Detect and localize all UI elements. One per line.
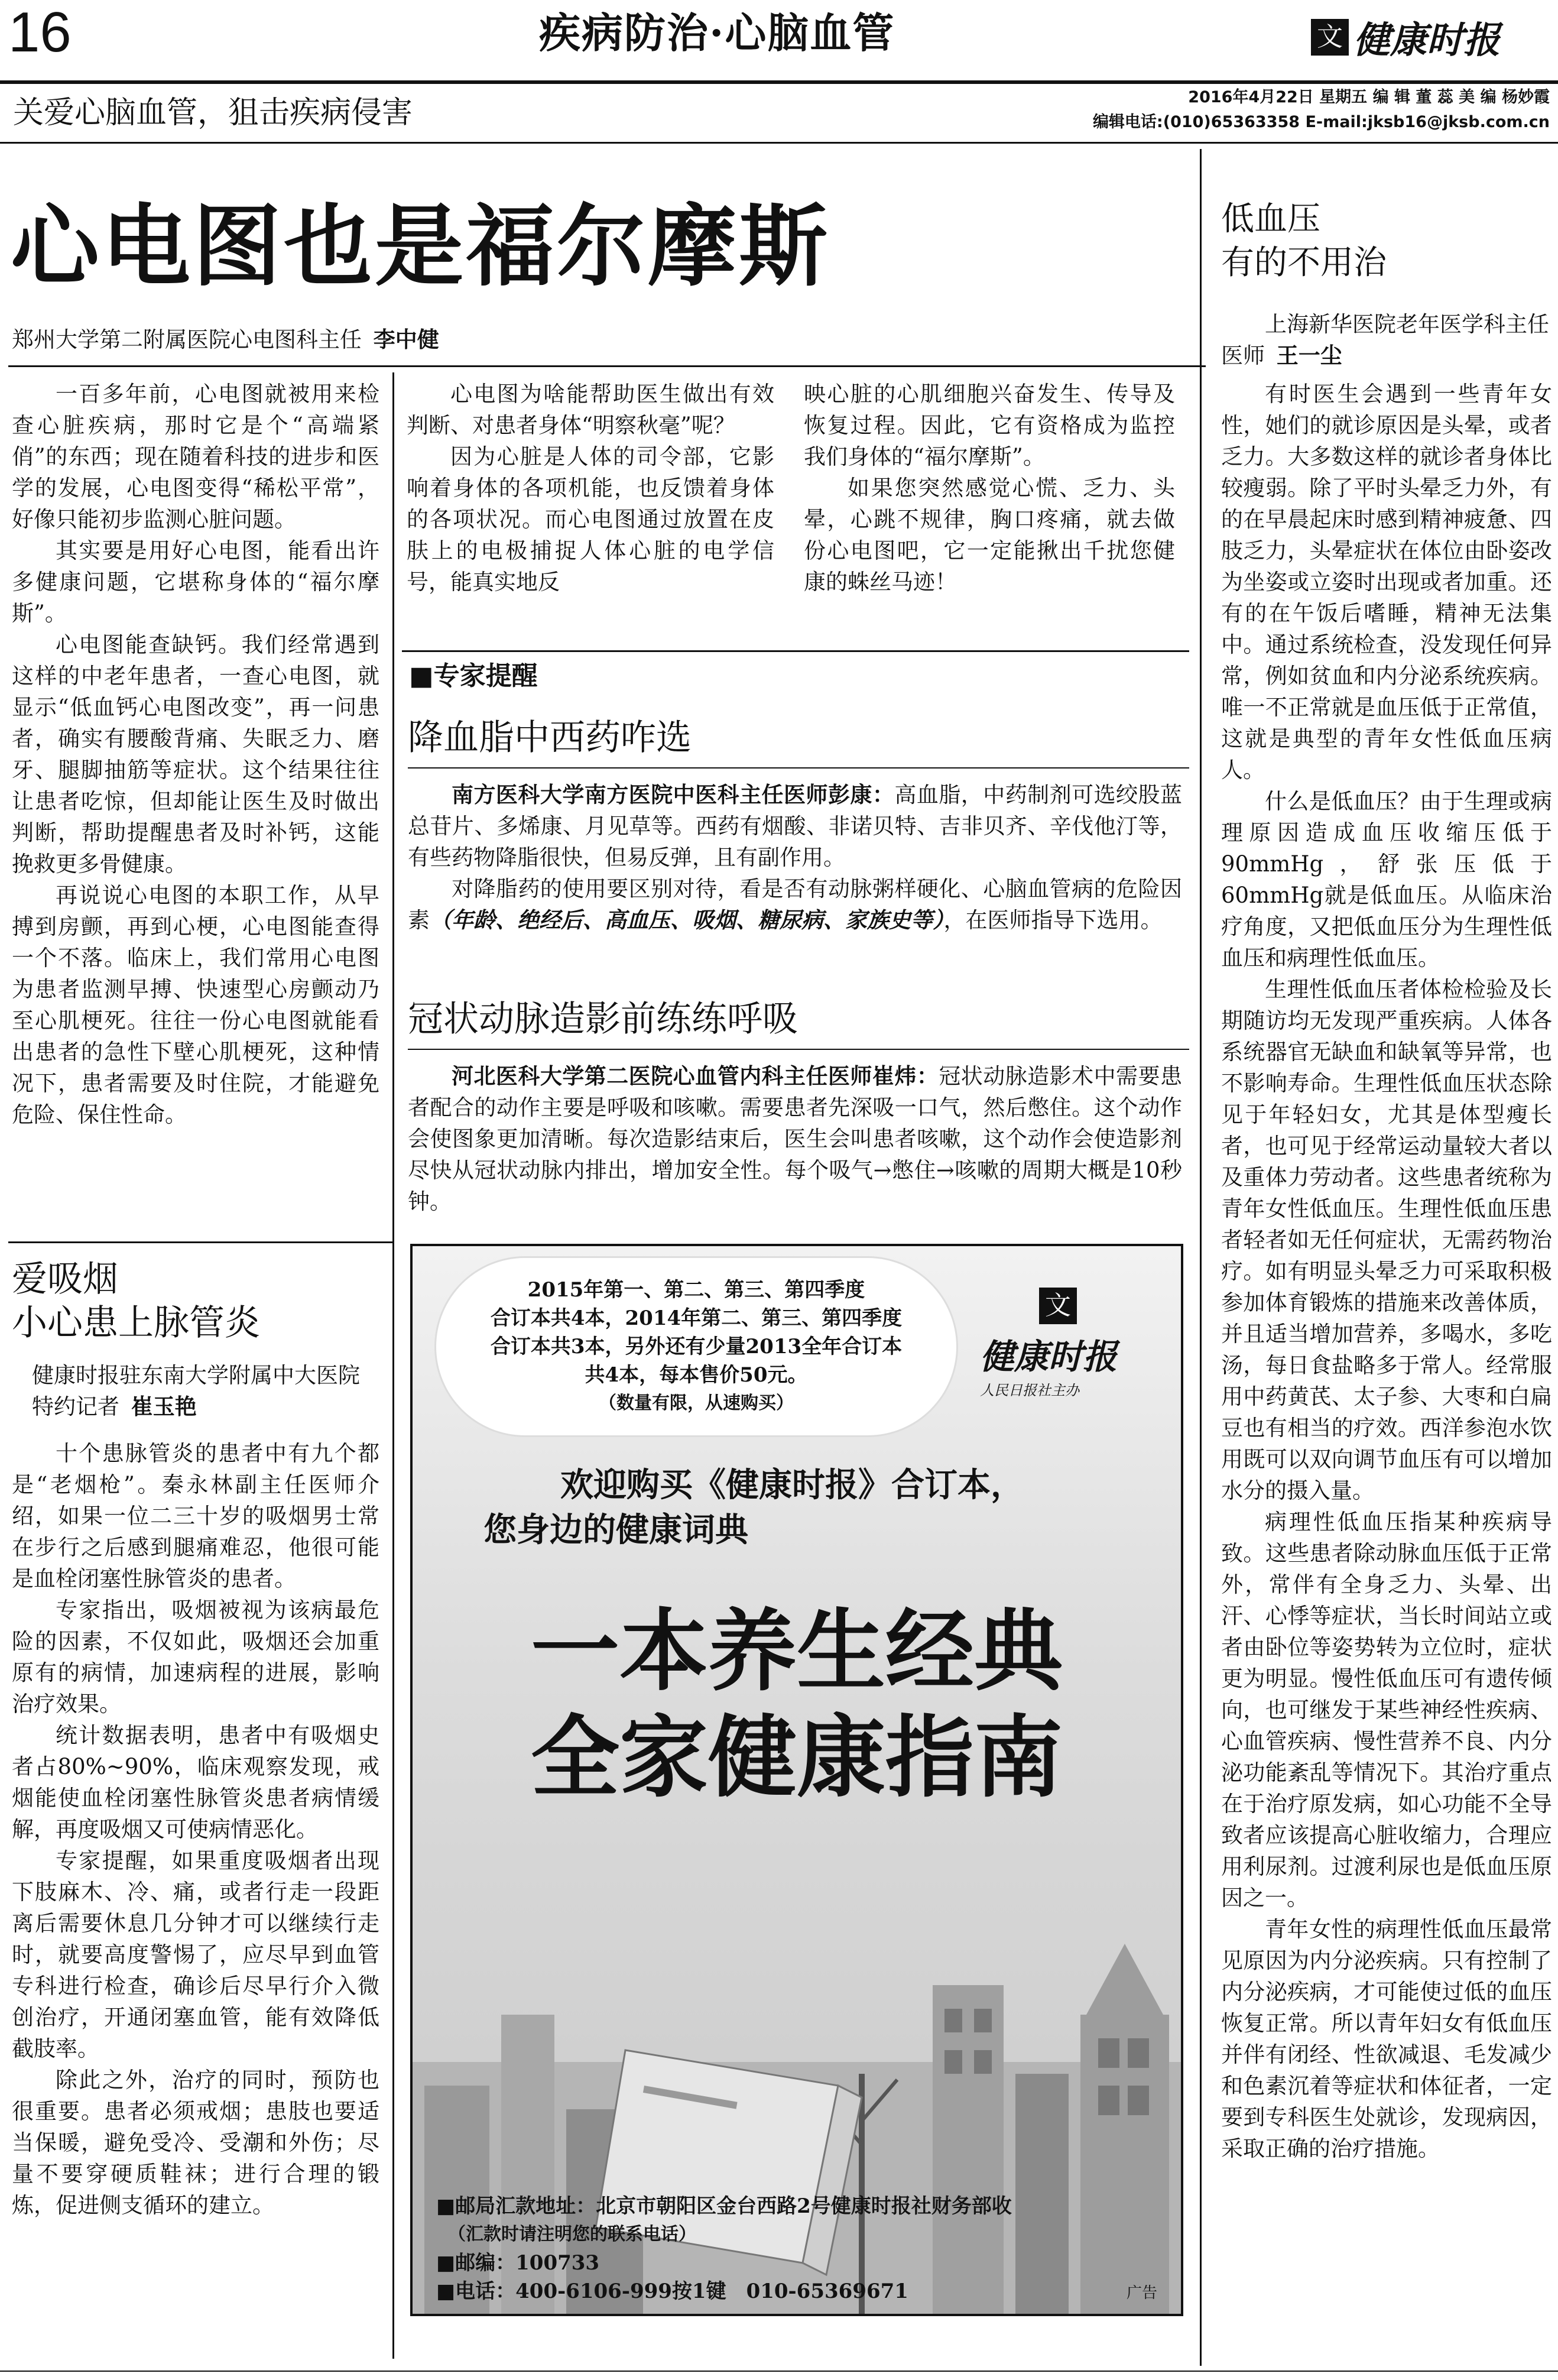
smoking-paragraph: 统计数据表明，患者中有吸烟史者占80%~90%，临床观察发现，戒烟能使血栓闭塞性脉管炎患者病情缓解，再度吸烟又可使病情恶化。 [12, 1723, 379, 1842]
expert-top-rule [402, 650, 1189, 652]
lead-column-1 [12, 378, 379, 1130]
ad-welcome-2: 您身边的健康词典 [483, 1511, 748, 1549]
hypotension-byline-name: 王一尘 [1276, 342, 1342, 368]
ad-big-slogan-2: 全家健康指南 [530, 1705, 1063, 1810]
lead-paragraph: 心电图能查缺钙。我们经常遇到这样的中老年患者，一查心电图，就显示“低血钙心电图改变”，再一问患者，确实有腰酸背痛、失眠乏力、磨牙、腿脚抽筋等症状。这个结果往往让患者吃惊，但却能让医生及时做出判断，帮助提醒患者及时补钙，这能挽救更多骨健康。 [12, 632, 379, 877]
hypotension-body [1221, 378, 1552, 2164]
expert-article-1-body [408, 779, 1182, 873]
expert-title-rule [408, 767, 1189, 769]
page-bottom-rule [0, 2371, 1558, 2372]
expert-article-1-text: ，在医师指导下选用。 [943, 907, 1163, 933]
section-title: 疾病防治·心脑血管 [539, 8, 895, 57]
ad-offer-line: 合订本共3本，另外还有少量2013全年合订本 [490, 1335, 903, 1358]
smoking-byline-org: 健康时报驻东南大学附属中大医院特约记者 [32, 1363, 360, 1419]
expert-article-1-byline: 南方医科大学南方医院中医科主任医师彭康： [452, 782, 895, 808]
smoking-paragraph: 十个患脉管炎的患者中有九个都是“老烟枪”。秦永林副主任医师介绍，如果一位二三十岁的吸烟男士常在步行之后感到腿痛难忍，他很可能是血栓闭塞性脉管炎的患者。 [12, 1441, 379, 1591]
hypotension-title-1: 低血压 [1221, 200, 1320, 238]
smoking-top-rule [8, 1241, 392, 1243]
lead-paragraph: 因为心脏是人体的司令部，它影响着身体的各项机能，也反馈着身体的各项状况。而心电图通过放置在皮肤上的电极捕捉人体心脏的电学信号，能真实地反 [407, 444, 774, 595]
ad-logo [980, 1288, 1157, 1399]
smoking-paragraph: 除此之外，治疗的同时，预防也很重要。患者必须戒烟；患肢也要适当保暖，避免受冷、受潮和外伤；尽量不要穿硬质鞋袜；进行合理的锻炼，促进侧支循环的建立。 [12, 2067, 379, 2218]
smoking-paragraph: 专家提醒，如果重度吸烟者出现下肢麻木、冷、痛，或者行走一段距离后需要休息几分钟才可以继续行走时，就要高度警惕了，应尽早到血管专科进行检查，确诊后尽早行介入微创治疗，开通闭塞血管，能有效降低截肢率。 [12, 1848, 379, 2061]
smoking-body [12, 1438, 379, 2221]
masthead-rule [0, 80, 1558, 84]
ad-offer-text [448, 1276, 944, 1418]
ad-offer-line: 共4本，每本售价50元。 [585, 1363, 808, 1387]
lead-column-3 [804, 378, 1175, 598]
expert-article-1-title: 降血脂中西药咋选 [408, 717, 692, 758]
ad-zip: ■邮编：100733 [436, 2251, 600, 2275]
ad-offer-line: 2015年第一、第二、第三、第四季度 [527, 1278, 865, 1302]
ad-tag: 广告 [1126, 2284, 1157, 2302]
column-divider [1200, 149, 1202, 2366]
slogan: 关爱心脑血管，狙击疾病侵害 [13, 95, 413, 131]
smoking-title-2: 小心患上脉管炎 [12, 1302, 260, 1344]
expert-article-2-title: 冠状动脉造影前练练呼吸 [408, 998, 798, 1040]
hypotension-byline [1221, 309, 1552, 371]
lead-column-2 [407, 378, 774, 598]
logo-text: 健康时报 [1353, 18, 1501, 61]
ad-logo-sub: 人民日报社主办 [980, 1382, 1079, 1399]
smoking-byline-name: 崔玉艳 [131, 1393, 197, 1419]
hypotension-byline-org: 上海新华医院老年医学科主任医师 [1221, 312, 1549, 368]
lead-paragraph: 如果您突然感觉心慌、乏力、头晕，心跳不规律，胸口疼痛，就去做份心电图吧，它一定能揪出千扰您健康的蛛丝马迹！ [804, 475, 1175, 595]
expert-title-rule [408, 1049, 1189, 1050]
lead-byline-name: 李中健 [373, 326, 439, 352]
expert-article-2-text: 冠状动脉造影术中需要患者配合的动作主要是呼吸和咳嗽。需要患者先深吸一口气，然后憋住。这个动作会使图象更加清晰。每次造影结束后，医生会叫患者咳嗽，这个动作会使造影剂尽快从冠状动脉内排出，增加安全性。每个吸气→憋住→咳嗽的周期大概是10秒钟。 [408, 1063, 1182, 1214]
masthead-bottom-rule [0, 142, 1558, 144]
ad-big-slogan-1: 一本养生经典 [530, 1599, 1063, 1703]
expert-article-1-text: 对降脂药的使用要区别对待，看是否有动脉粥样硬化、心脑血管病的危险因素 [408, 876, 1182, 933]
masthead-logo [1311, 11, 1500, 63]
lead-headline: 心电图也是福尔摩斯 [11, 194, 830, 299]
ad-offer-line: 合订本共4本，2014年第二、第三、第四季度 [490, 1306, 903, 1330]
lead-paragraph: 其实要是用好心电图，能看出许多健康问题，它堪称身体的“福尔摩斯”。 [12, 538, 379, 626]
ad-logo-text: 健康时报 [980, 1337, 1118, 1377]
hypotension-paragraph: 病理性低血压指某种疾病导致。这些患者除动脉血压低于正常外，常伴有全身乏力、头晕、出汗、心悸等症状，当长时间站立或者由卧位等姿势转为立位时，症状更为明显。慢性低血压可有遗传倾向，也可继发于某些神经性疾病、心血管疾病、慢性营养不良、内分泌功能紊乱等情况下。其治疗重点在于治疗原发病，如心功能不全导致者应该提高心脏收缩力，合理应用利尿剂。过渡利尿也是低血压原因之一。 [1221, 1509, 1552, 1911]
ad-address-note: （汇款时请注明您的联系电话） [448, 2224, 696, 2245]
smoking-title-1: 爱吸烟 [12, 1259, 118, 1300]
hypotension-paragraph: 有时医生会遇到一些青年女性，她们的就诊原因是头晕，或者乏力。大多数这样的就诊者身体比较瘦弱。除了平时头晕乏力外，有的在早晨起床时感到精神疲惫、四肢乏力，头晕症状在体位由卧姿改为坐姿或立姿时出现或者加重。还有的在午饭后嗜睡，精神无法集中。通过系统检查，没发现任何异常，例如贫血和内分泌系统疾病。唯一不正常就是血压低于正常值，这就是典型的青年女性低血压病人。 [1221, 381, 1552, 783]
ad-address: ■邮局汇款地址：北京市朝阳区金台西路2号健康时报社财务部收 [436, 2194, 1012, 2218]
lead-paragraph: 再说说心电图的本职工作，从早搏到房颤，再到心梗，心电图能查得一个不落。临床上，我们常用心电图为患者监测早搏、快速型心房颤动乃至心肌梗死。往往一份心电图就能看出患者的急性下壁心肌梗死，这种情况下，患者需要及时住院，才能避免危险、保住性命。 [12, 883, 379, 1127]
hypotension-paragraph: 生理性低血压者体检检验及长期随访均无发现严重疾病。人体各系统器官无缺血和缺氧等异常，也不影响寿命。生理性低血压状态除见于年轻妇女，尤其是体型瘦长者，也可见于经常运动量较大者以及重体力劳动者。这些患者统称为青年女性低血压。生理性低血压患者轻者如无任何症状，无需药物治疗。如有明显头晕乏力可采取积极参加体育锻炼的措施来改善体质，并且适当增加营养，多喝水，多吃汤，每日食盐略多于常人。经常服用中药黄芪、太子参、大枣和白扁豆也有相当的疗效。西洋参泡水饮用既可以双向调节血压有可以增加水分的摄入量。 [1221, 977, 1552, 1503]
smoking-paragraph: 专家指出，吸烟被视为该病最危险的因素，不仅如此，吸烟还会加重原有的病情，加速病程的进展，影响治疗效果。 [12, 1597, 379, 1717]
expert-article-2-body [408, 1061, 1182, 1217]
expert-label: ■专家提醒 [409, 661, 538, 691]
expert-article-1-body-2 [408, 873, 1182, 936]
ad-offer-note: （数量有限，从速购买） [599, 1393, 794, 1413]
hypotension-paragraph: 什么是低血压？由于生理或病理原因造成血压收缩压低于90mmHg，舒张压低于60mmHg就是低血压。从临床治疗角度，又把低血压分为生理性低血压和病理性低血压。 [1221, 789, 1552, 971]
ad-contact-block [436, 2192, 1163, 2306]
hypotension-paragraph: 青年女性的病理性低血压最常见原因为内分泌疾病。只有控制了内分泌疾病，才可能使过低的血压恢复正常。所以青年妇女有低血压并伴有闭经、性欲减退、毛发减少和色素沉着等症状和体征者，一定要到专科医生处就诊，发现病因，采取正确的治疗措施。 [1221, 1917, 1552, 2161]
lead-byline [12, 324, 439, 355]
ad-welcome-1: 欢迎购买《健康时报》合订本， [560, 1466, 1024, 1504]
hypotension-title-2: 有的不用治 [1221, 244, 1387, 282]
lead-byline-org: 郑州大学第二附属医院心电图科主任 [12, 327, 362, 352]
smoking-byline [32, 1360, 381, 1422]
date-editors: 2016年4月22日 星期五 编 辑 董 蕊 美 编 杨妙霞 [1188, 88, 1550, 106]
ad-logo-emblem-icon: 文 [1039, 1288, 1077, 1324]
lead-byline-rule [8, 365, 1206, 367]
lead-paragraph: 映心脏的心肌细胞兴奋发生、传导及恢复过程。因此，它有资格成为监控我们身体的“福尔摩斯”。 [804, 381, 1175, 469]
logo-emblem-icon: 文 [1311, 19, 1349, 56]
expert-article-1-risk-factors: （年龄、绝经后、高血压、吸烟、糖尿病、家族史等） [430, 907, 944, 933]
expert-article-1-text: 高血脂，中药制剂可选绞股蓝总苷片、多烯康、月见草等。西药有烟酸、非诺贝特、吉非贝齐、辛伐他汀等，有些药物降脂很快，但易反弹，且有副作用。 [408, 782, 1182, 870]
column-divider [392, 372, 394, 1247]
lead-paragraph: 一百多年前，心电图就被用来检查心脏疾病，那时它是个“高端紧俏”的东西；现在随着科技的进步和医学的发展，心电图变得“稀松平常”，好像只能初步监测心脏问题。 [12, 381, 379, 532]
column-divider [392, 1247, 394, 2359]
advertisement [410, 1244, 1183, 2316]
lead-paragraph: 心电图为啥能帮助医生做出有效判断、对患者身体“明察秋毫”呢？ [407, 381, 774, 438]
contact-line: 编辑电话:(010)65363358 E-mail:jksb16@jksb.com.cn [1092, 113, 1550, 131]
page-number: 16 [8, 1, 72, 64]
ad-phone: ■电话：400-6106-999按1键 010-65369671 [436, 2280, 908, 2303]
expert-article-2-byline: 河北医科大学第二医院心血管内科主任医师崔炜： [452, 1063, 939, 1089]
